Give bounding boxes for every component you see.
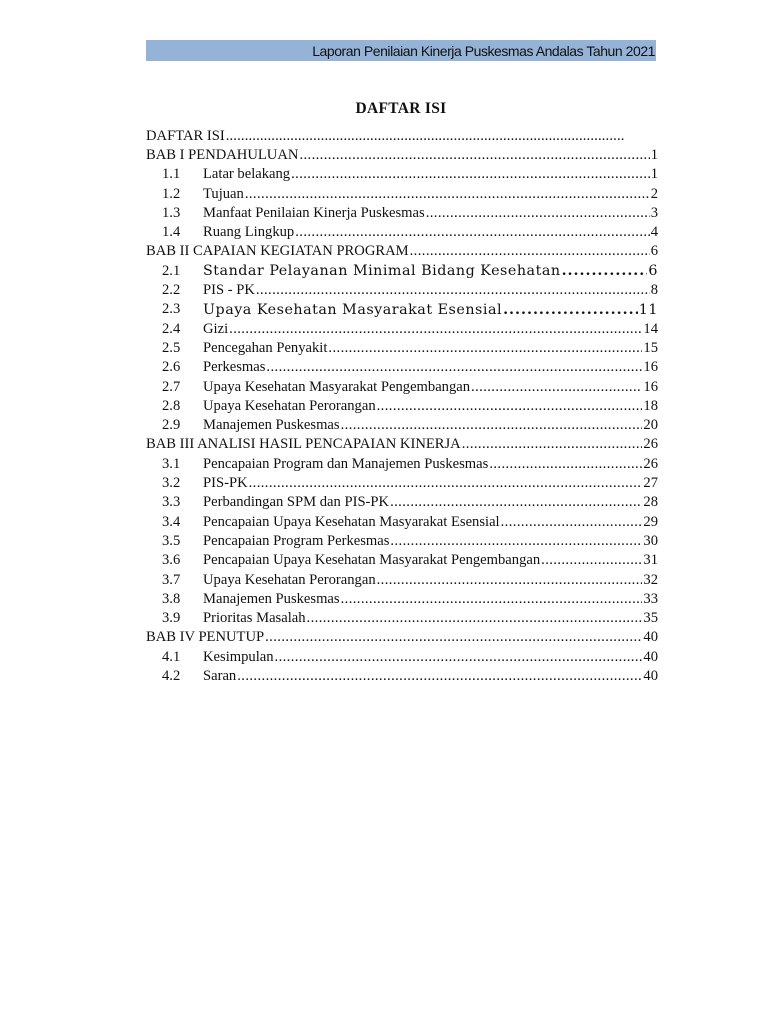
toc-entry-2-5[interactable] xyxy=(146,336,658,355)
running-header-title: Laporan Penilaian Kinerja Puskesmas Andalas Tahun 2021 xyxy=(312,43,655,59)
toc-entry-3-6[interactable] xyxy=(146,549,658,568)
toc-entry-label: Pencapaian Upaya Kesehatan Masyarakat Esensial xyxy=(203,513,500,530)
toc-entry-page: 6 xyxy=(648,263,658,279)
toc-entry-number: 3.5 xyxy=(162,532,181,549)
toc-entry-bab-1[interactable] xyxy=(146,143,658,162)
dot-leader xyxy=(541,553,642,568)
dot-leader xyxy=(390,495,642,510)
toc-entry-page: 20 xyxy=(643,417,658,433)
dot-leader xyxy=(275,650,643,665)
toc-entry-page: 32 xyxy=(643,571,658,588)
toc-entry-label: BAB III ANALISI HASIL PENCAPAIAN KINERJA xyxy=(146,436,461,453)
toc-entry-4-1[interactable] xyxy=(146,645,658,664)
toc-entry-2-1[interactable] xyxy=(146,259,658,278)
toc-entry-label: Pencapaian Upaya Kesehatan Masyarakat Pengembangan xyxy=(203,552,541,568)
toc-entry-page: 40 xyxy=(643,648,658,665)
toc-entry-page: 40 xyxy=(643,668,658,684)
dot-leader xyxy=(245,187,650,202)
dot-leader xyxy=(410,244,650,259)
toc-entry-label: DAFTAR ISI xyxy=(146,127,225,144)
dot-leader xyxy=(265,630,642,645)
toc-entry-1-1[interactable] xyxy=(146,163,658,182)
toc-entry-page: 15 xyxy=(643,339,658,356)
toc-entry-label: Pencapaian Program dan Manajemen Puskesmas xyxy=(203,455,489,472)
toc-entry-number: 2.4 xyxy=(162,320,181,337)
toc-entry-number: 1.1 xyxy=(162,166,181,182)
toc-entry-1-3[interactable] xyxy=(146,201,658,220)
dot-leader xyxy=(562,264,648,278)
toc-entry-label: BAB II CAPAIAN KEGIATAN PROGRAM xyxy=(146,243,409,260)
toc-entry-page: 33 xyxy=(643,590,658,607)
toc-entry-bab-3[interactable] xyxy=(146,433,658,452)
toc-entry-3-5[interactable] xyxy=(146,529,658,548)
toc-entry-number: 1.3 xyxy=(162,204,181,221)
toc-entry-page: 26 xyxy=(643,436,658,453)
toc-entry-page: 11 xyxy=(638,301,658,317)
toc-entry-2-4[interactable] xyxy=(146,317,658,336)
dot-leader xyxy=(249,476,643,491)
toc-entry-1-4[interactable] xyxy=(146,220,658,239)
toc-entry-number: 3.2 xyxy=(162,475,181,491)
toc-entry-number: 3.3 xyxy=(162,494,181,510)
dot-leader xyxy=(226,129,624,144)
toc-entry-label: Perkesmas xyxy=(203,359,266,375)
toc-entry-number: 1.4 xyxy=(162,224,181,240)
toc-entry-number: 3.9 xyxy=(162,610,181,626)
dot-leader xyxy=(237,669,642,684)
toc-entry-number: 2.2 xyxy=(162,282,181,298)
toc-entry-label: Manajemen Puskesmas xyxy=(203,590,340,607)
toc-entry-number: 2.7 xyxy=(162,378,181,395)
toc-entry-number: 2.8 xyxy=(162,397,181,414)
toc-entry-bab-2[interactable] xyxy=(146,240,658,259)
dot-leader xyxy=(462,437,643,452)
toc-entry-number: 2.9 xyxy=(162,417,181,433)
toc-entry-label: Saran xyxy=(203,668,237,684)
dot-leader xyxy=(503,303,638,317)
toc-entry-page: 4 xyxy=(650,224,658,240)
toc-entry-label: Tujuan xyxy=(203,185,244,202)
toc-entry-label: BAB I PENDAHULUAN xyxy=(146,147,299,163)
toc-entry-page: 28 xyxy=(643,494,658,510)
dot-leader xyxy=(501,515,643,530)
toc-entry-3-1[interactable] xyxy=(146,452,658,471)
toc-entry-number: 2.3 xyxy=(162,301,181,317)
toc-entry-3-7[interactable] xyxy=(146,568,658,587)
toc-entry-label: Upaya Kesehatan Perorangan xyxy=(203,397,376,414)
toc-entry-3-3[interactable] xyxy=(146,491,658,510)
toc-entry-page: 31 xyxy=(643,552,658,568)
toc-entry-page: 14 xyxy=(643,320,658,337)
toc-entry-3-9[interactable] xyxy=(146,606,658,625)
toc-entry-number: 3.7 xyxy=(162,571,181,588)
toc-entry-page: 1 xyxy=(650,166,658,182)
toc-entry-number: 3.4 xyxy=(162,513,181,530)
toc-entry-2-6[interactable] xyxy=(146,356,658,375)
dot-leader xyxy=(489,457,642,472)
toc-entry-page: 18 xyxy=(643,397,658,414)
toc-entry-label: Pencegahan Penyakit xyxy=(203,339,328,356)
toc-entry-2-7[interactable] xyxy=(146,375,658,394)
toc-entry-number: 4.1 xyxy=(162,648,181,665)
toc-entry-label: Manajemen Puskesmas xyxy=(203,417,340,433)
toc-entry-number: 3.1 xyxy=(162,455,181,472)
toc-entry-label: Upaya Kesehatan Masyarakat Esensial xyxy=(203,301,503,317)
toc-entry-page: 1 xyxy=(650,147,658,163)
toc-entry-page: 8 xyxy=(650,282,658,298)
toc-entry-page: 3 xyxy=(650,204,658,221)
toc-entry-number: 1.2 xyxy=(162,185,181,202)
toc-entry-number: 2.1 xyxy=(162,262,181,279)
toc-title: DAFTAR ISI xyxy=(355,100,447,117)
toc-entry-3-2[interactable] xyxy=(146,471,658,490)
toc-entry-1-2[interactable] xyxy=(146,182,658,201)
table-of-contents xyxy=(146,124,658,684)
toc-entry-daftar-isi[interactable] xyxy=(146,124,658,143)
toc-entry-label: Upaya Kesehatan Masyarakat Pengembangan xyxy=(203,378,471,395)
dot-leader xyxy=(229,322,642,337)
toc-entry-page: 6 xyxy=(650,243,658,260)
toc-entry-label: Manfaat Penilaian Kinerja Puskesmas xyxy=(203,204,425,221)
dot-leader xyxy=(291,167,650,182)
dot-leader xyxy=(341,418,643,433)
toc-entry-label: BAB IV PENUTUP xyxy=(146,629,265,646)
toc-entry-label: Upaya Kesehatan Perorangan xyxy=(203,571,376,588)
dot-leader xyxy=(390,534,642,549)
toc-entry-number: 2.5 xyxy=(162,339,181,356)
toc-entry-page: 27 xyxy=(643,475,658,491)
toc-entry-3-8[interactable] xyxy=(146,587,658,606)
toc-entry-label: Standar Pelayanan Minimal Bidang Kesehatan xyxy=(203,263,561,279)
toc-entry-number: 3.6 xyxy=(162,552,181,568)
dot-leader xyxy=(377,399,643,414)
dot-leader xyxy=(299,148,649,163)
toc-entry-bab-4[interactable] xyxy=(146,626,658,645)
toc-entry-label: PIS-PK xyxy=(203,475,248,491)
toc-entry-page: 26 xyxy=(643,455,658,472)
dot-leader xyxy=(307,611,643,626)
dot-leader xyxy=(426,206,650,221)
toc-entry-page: 30 xyxy=(643,532,658,549)
toc-entry-label: Gizi xyxy=(203,320,229,337)
toc-entry-page: 29 xyxy=(643,513,658,530)
toc-entry-page: 16 xyxy=(643,359,658,375)
toc-entry-number: 2.6 xyxy=(162,359,181,375)
toc-entry-label: Latar belakang xyxy=(203,166,291,182)
dot-leader xyxy=(266,360,642,375)
toc-entry-2-2[interactable] xyxy=(146,278,658,297)
dot-leader xyxy=(295,225,649,240)
toc-entry-2-8[interactable] xyxy=(146,394,658,413)
dot-leader xyxy=(471,380,642,395)
toc-entry-label: PIS - PK xyxy=(203,282,255,298)
toc-entry-3-4[interactable] xyxy=(146,510,658,529)
toc-entry-page: 40 xyxy=(643,629,658,646)
toc-entry-label: Perbandingan SPM dan PIS-PK xyxy=(203,494,390,510)
toc-entry-label: Ruang Lingkup xyxy=(203,224,295,240)
toc-entry-label: Pencapaian Program Perkesmas xyxy=(203,532,390,549)
toc-entry-label: Prioritas Masalah xyxy=(203,610,306,626)
toc-entry-page: 2 xyxy=(650,185,658,202)
toc-entry-label: Kesimpulan xyxy=(203,648,274,665)
dot-leader xyxy=(377,573,643,588)
toc-entry-page: 16 xyxy=(643,378,658,395)
toc-entry-2-3[interactable] xyxy=(146,298,658,317)
toc-entry-4-2[interactable] xyxy=(146,664,658,683)
running-header xyxy=(146,40,656,61)
dot-leader xyxy=(256,283,650,298)
toc-entry-number: 4.2 xyxy=(162,668,181,684)
dot-leader xyxy=(341,592,643,607)
toc-entry-page: 35 xyxy=(643,610,658,626)
toc-entry-number: 3.8 xyxy=(162,590,181,607)
dot-leader xyxy=(328,341,642,356)
toc-entry-2-9[interactable] xyxy=(146,413,658,432)
